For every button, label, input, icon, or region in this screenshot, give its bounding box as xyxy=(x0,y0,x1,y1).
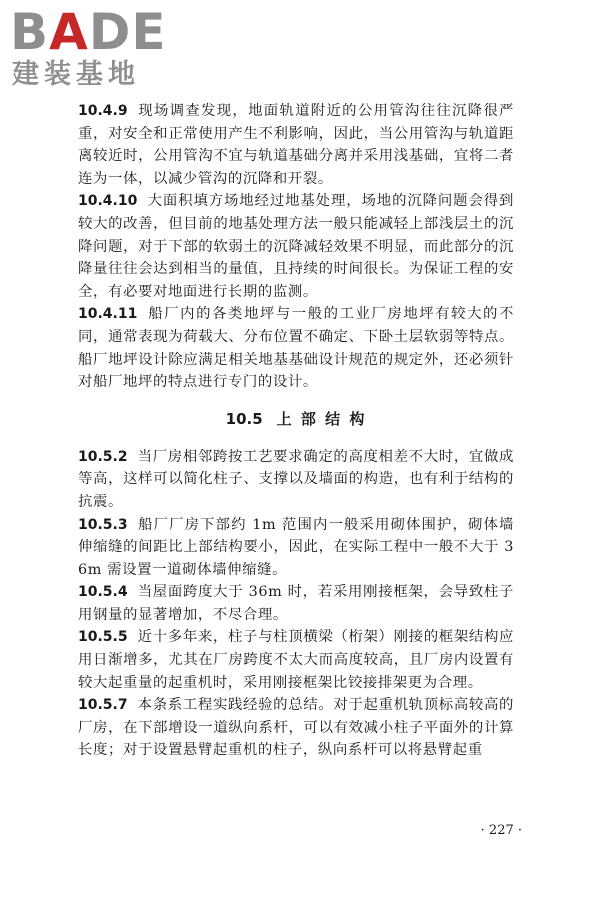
clause-text: 近十多年来，柱子与柱顶横梁（桁架）刚接的框架结构应用日渐增多，尤其在厂房跨度不太大而高度较高，且厂房内设置有较大起重量的起重机时，采用刚接框架比铰接排架更为合理。 xyxy=(78,629,514,691)
clause-number: 10.5.2 xyxy=(78,448,128,465)
clause-text: 船厂厂房下部约 1m 范围内一般采用砌体围护，砌体墙伸缩缝的间距比上部结构要小，因此，在实际工程中一般不大于 36m 需设置一道砌体墙伸缩缝。 xyxy=(78,516,514,578)
clause-text: 船厂内的各类地坪与一般的工业厂房地坪有较大的不同，通常表现为荷载大、分布位置不确定、下卧土层软弱等特点。船厂地坪设计除应满足相关地基基础设计规范的规定外，还必须针对船厂地坪的特点进行专门的设计。 xyxy=(78,306,514,391)
watermark-subtitle: 建装基地 xyxy=(12,59,140,90)
page-body xyxy=(78,100,514,762)
clause-paragraph xyxy=(78,100,514,190)
watermark-letter: A xyxy=(49,3,89,61)
clause-paragraph xyxy=(78,514,514,582)
clause-number: 10.5.5 xyxy=(78,629,128,646)
clause-paragraph xyxy=(78,581,514,626)
section-heading xyxy=(78,408,514,430)
clause-paragraph xyxy=(78,303,514,393)
section-number: 10.5 xyxy=(225,409,263,428)
page-number: · 227 · xyxy=(480,823,522,838)
clause-paragraph xyxy=(78,626,514,694)
clause-number: 10.4.11 xyxy=(78,306,138,323)
clause-paragraph xyxy=(78,446,514,514)
clause-text: 当屋面跨度大于 36m 时，若采用刚接框架，会导致柱子用钢量的显著增加，不尽合理。 xyxy=(78,584,514,623)
section-title: 上 部 结 构 xyxy=(276,409,367,428)
watermark xyxy=(10,3,185,94)
watermark-letter: E xyxy=(131,3,167,61)
watermark-logo xyxy=(10,3,167,61)
clause-number: 10.5.7 xyxy=(78,697,128,714)
clause-number: 10.5.4 xyxy=(78,584,128,601)
watermark-letter: D xyxy=(88,3,132,61)
clause-number: 10.4.10 xyxy=(78,193,138,210)
clause-text: 大面积填方场地经过地基处理，场地的沉降问题会得到较大的改善，但目前的地基处理方法一般只能减轻上部浅层土的沉降问题，对于下部的软弱土的沉降减轻效果不明显，而此部分的沉降量往往会达到相当的量值，且持续的时间很长。为保证工程的安全，有必要对地面进行长期的监测。 xyxy=(78,193,514,300)
clause-paragraph xyxy=(78,190,514,303)
clause-paragraph xyxy=(78,694,514,762)
clause-text: 现场调查发现，地面轨道附近的公用管沟往往沉降很严重，对安全和正常使用产生不利影响，因此，当公用管沟与轨道距离较近时，公用管沟不宜与轨道基础分离并采用浅基础，宜将二者连为一体，以减少管沟的沉降和开裂。 xyxy=(78,103,514,187)
clause-number: 10.5.3 xyxy=(78,516,128,533)
clause-number: 10.4.9 xyxy=(78,103,128,119)
watermark-letter: B xyxy=(10,3,50,61)
clause-text: 当厂房相邻跨按工艺要求确定的高度相差不大时，宜做成等高，这样可以简化柱子、支撑以及墙面的构造，也有利于结构的抗震。 xyxy=(78,448,514,510)
clause-text: 本条系工程实践经验的总结。对于起重机轨顶标高较高的厂房，在下部增设一道纵向系杆，可以有效减小柱子平面外的计算长度；对于设置悬臂起重机的柱子，纵向系杆可以将悬臂起重 xyxy=(78,697,514,759)
